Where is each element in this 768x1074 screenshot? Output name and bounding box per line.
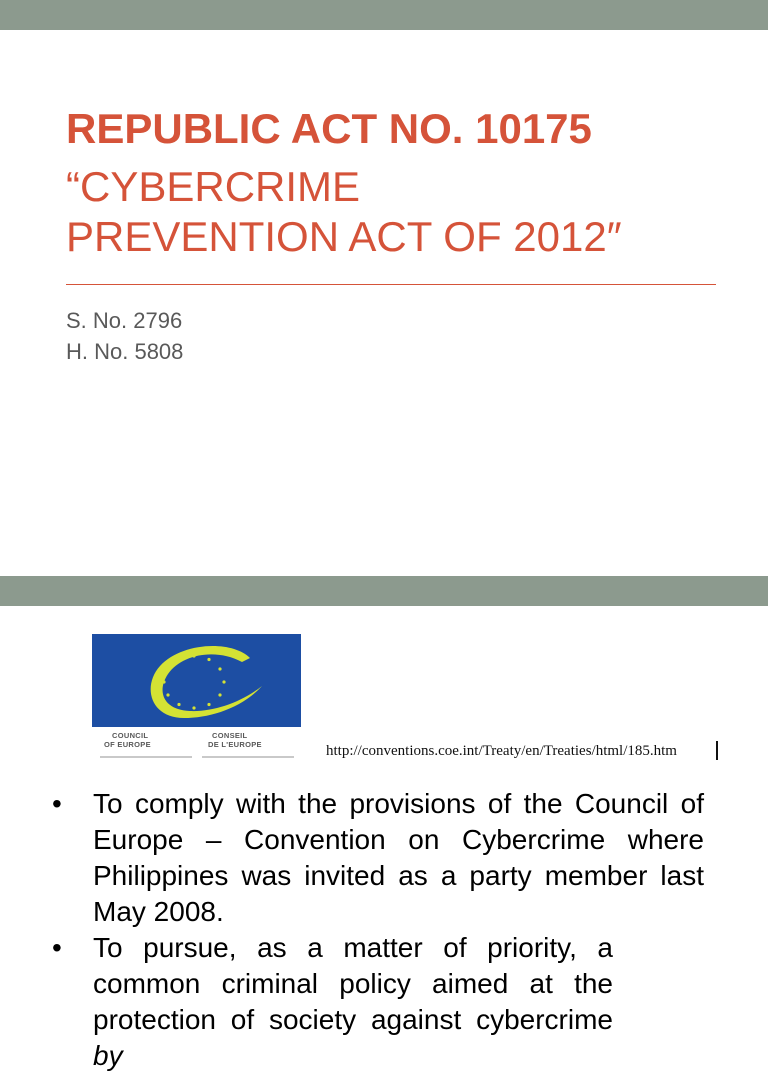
bullet-icon: • <box>52 932 62 963</box>
treaty-url-link[interactable]: http://conventions.coe.int/Treaty/en/Treaties/html/185.htm <box>326 743 677 759</box>
emblem-star <box>218 667 221 670</box>
slide-top-bar <box>0 0 768 30</box>
logo-divider-right <box>202 756 294 758</box>
bullet-text: To comply with the provisions of the Council of Europe – Convention on Cybercrime where Philippines was invited as a party member last May 2008. <box>93 788 704 927</box>
logo-divider-left <box>100 756 192 758</box>
emphasis-text: by <box>93 1040 123 1071</box>
emblem-star <box>177 703 180 706</box>
logo-text-french: CONSEIL DE L'EUROPE <box>208 731 262 749</box>
emblem-star <box>166 693 169 696</box>
emblem-star <box>207 703 210 706</box>
subtitle-line-1: “CYBERCRIME <box>66 163 361 210</box>
text-cursor <box>716 741 718 760</box>
emblem-star <box>218 693 221 696</box>
bullet-list <box>52 786 704 1074</box>
title-divider <box>66 284 716 285</box>
title-slide <box>0 30 768 576</box>
bullet-icon: • <box>52 788 62 819</box>
subtitle-line-2: PREVENTION ACT OF 2012″ <box>66 213 622 260</box>
page-title: REPUBLIC ACT NO. 10175 <box>66 105 592 152</box>
bullet-text: To pursue, as a matter of priority, a common criminal policy aimed at the protection of society against cybercrime by <box>93 932 613 1071</box>
logo-text-english: COUNCIL OF EUROPE <box>104 731 151 749</box>
emblem-star <box>207 658 210 661</box>
page-subtitle <box>66 162 622 262</box>
emblem-star <box>222 680 225 683</box>
slide-top-bar-2 <box>0 576 768 606</box>
emblem-star <box>192 706 195 709</box>
house-bill-number: H. No. 5808 <box>66 339 184 364</box>
senate-bill-number: S. No. 2796 <box>66 308 183 333</box>
council-of-europe-logo <box>92 634 301 760</box>
coe-emblem-icon <box>92 634 301 727</box>
list-item <box>52 930 704 1074</box>
list-item <box>52 786 704 930</box>
